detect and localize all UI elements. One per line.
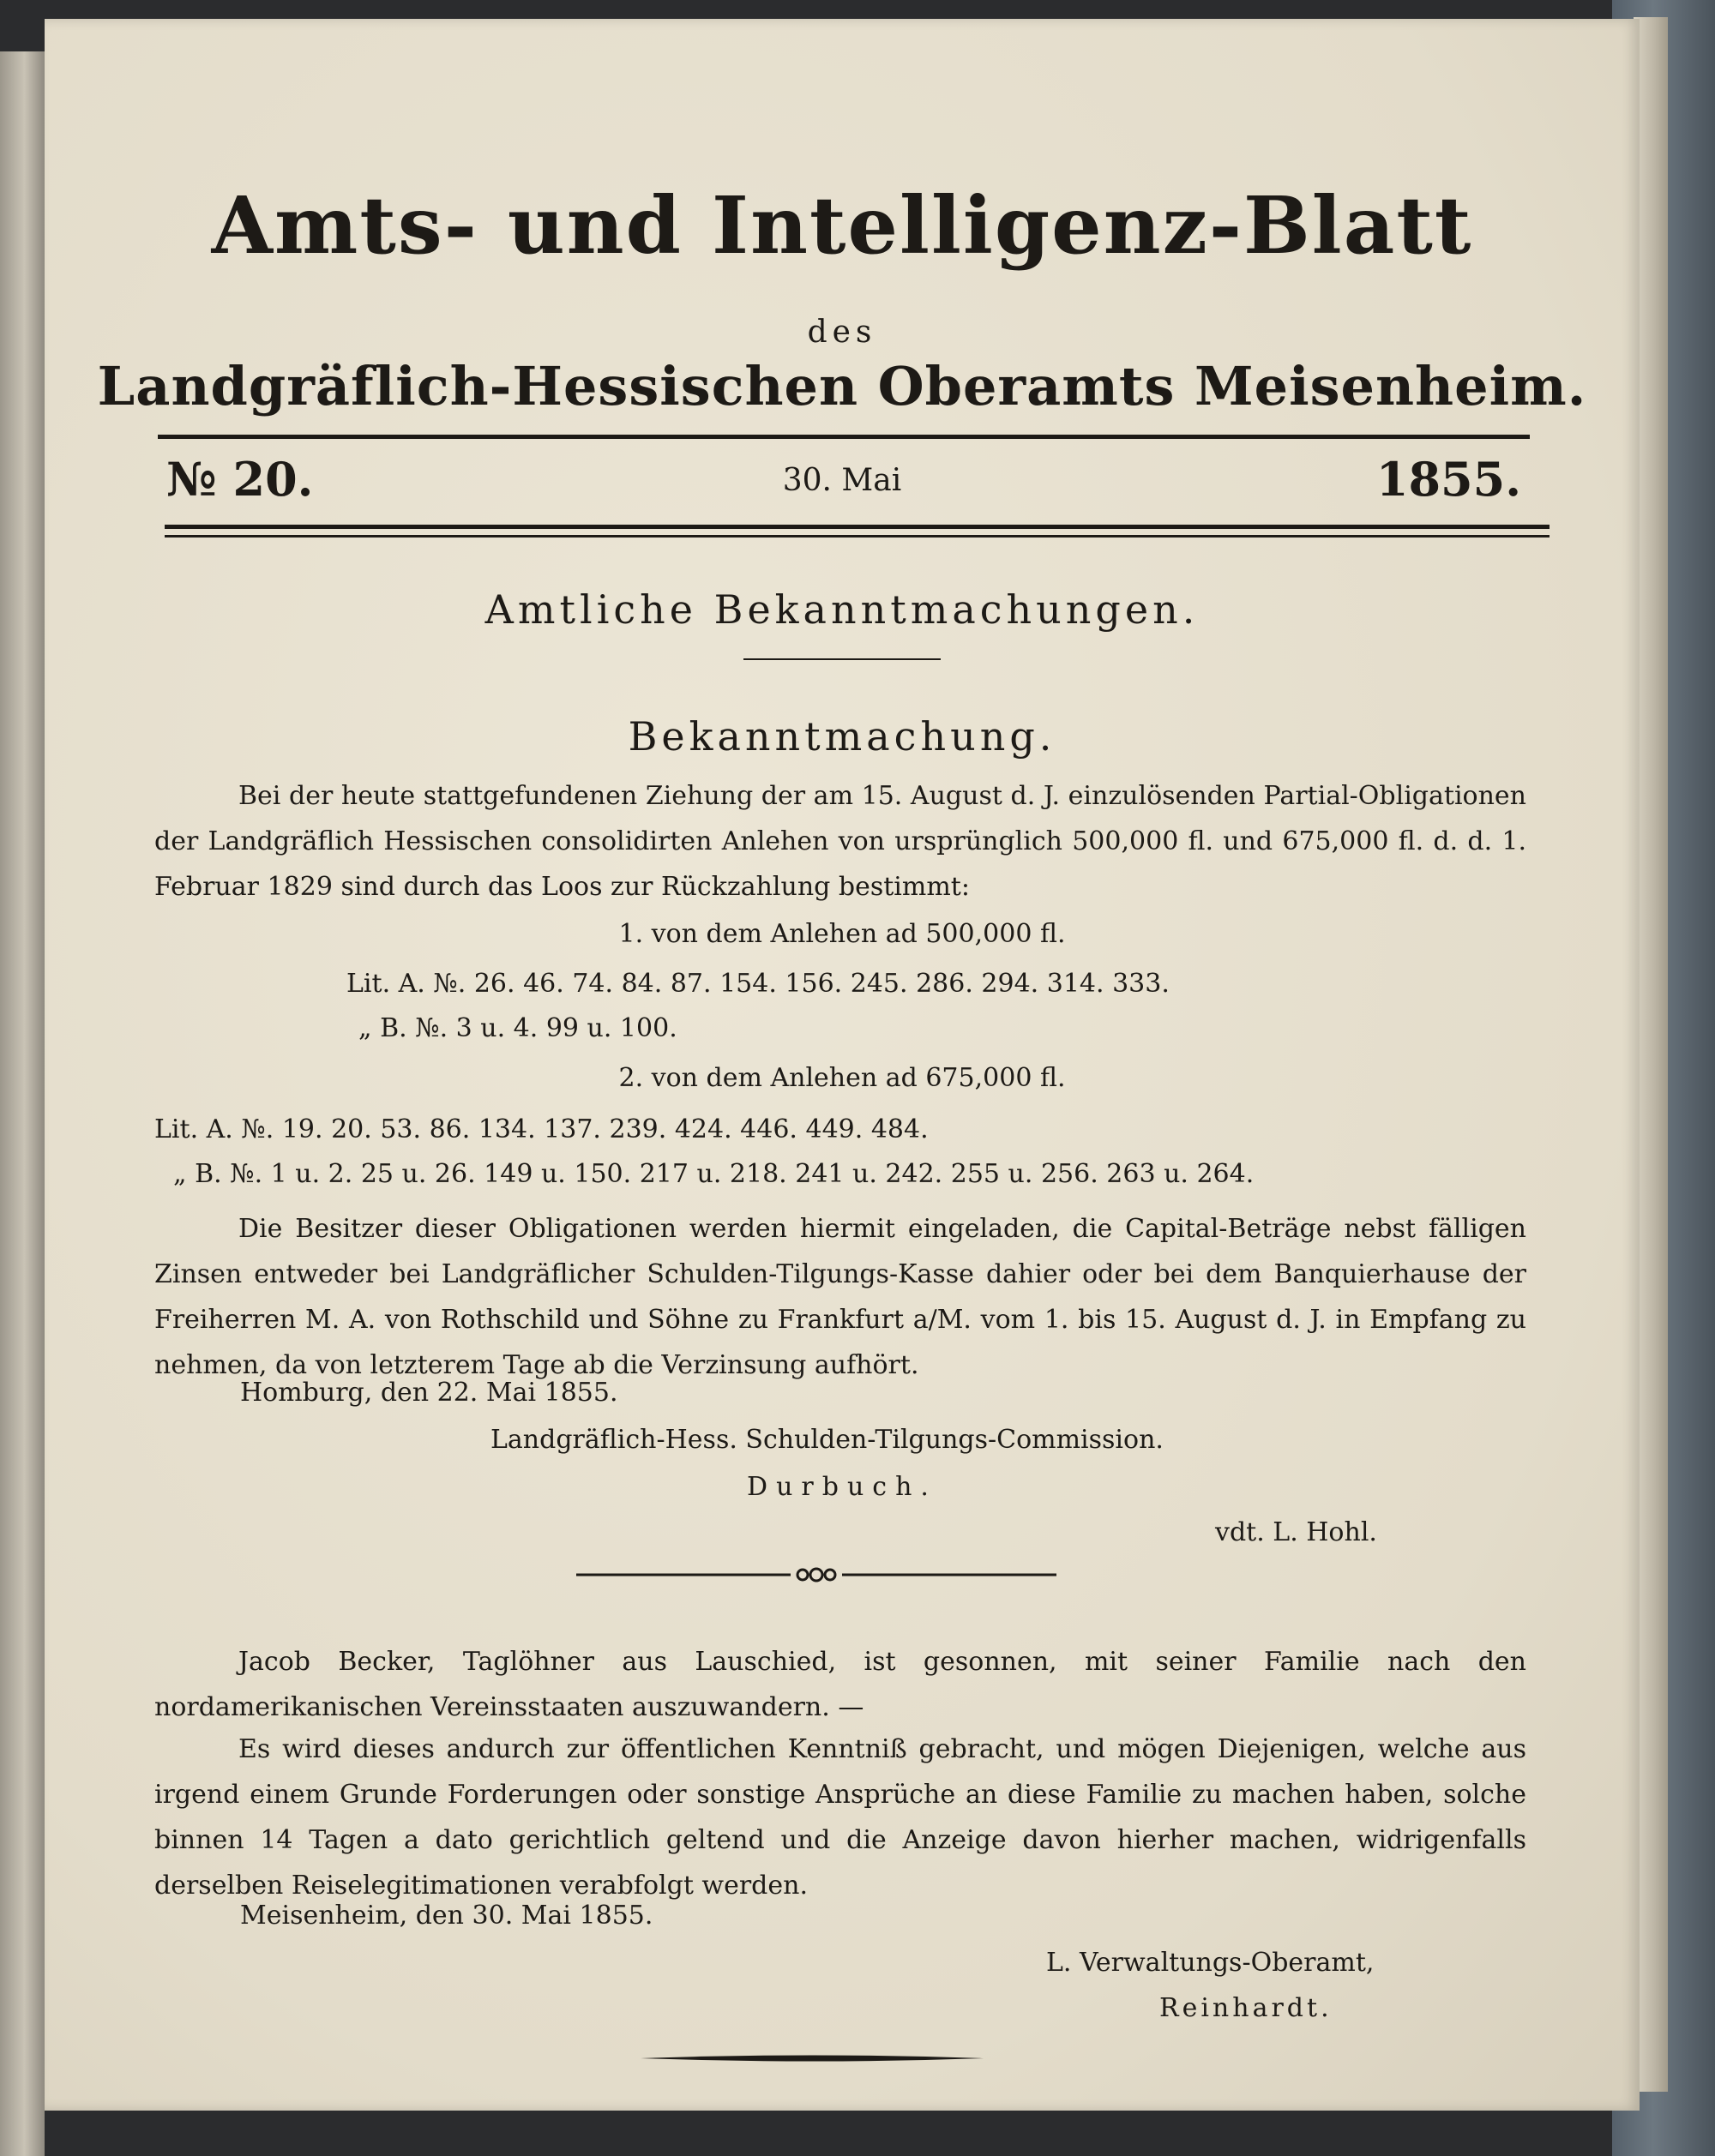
masthead-rule-double-1	[165, 525, 1550, 529]
left-page-edge	[0, 51, 45, 2156]
issue-date: 30. Mai	[782, 463, 902, 498]
loan1-lit-a: Lit. A. №. 26. 46. 74. 84. 87. 154. 156. 245. 286. 294. 314. 333.	[346, 969, 1170, 999]
loan1-lit-b: „ B. №. 3 u. 4. 99 u. 100.	[358, 1013, 677, 1043]
vdt-line: vdt. L. Hohl.	[1215, 1517, 1377, 1547]
masthead-title: Amts- und Intelligenz-Blatt	[211, 179, 1473, 272]
oberamt-signatory: Reinhardt.	[1159, 1993, 1333, 2023]
notice-place-date: Homburg, den 22. Mai 1855.	[240, 1378, 618, 1408]
masthead-rule-top	[158, 435, 1530, 439]
commission-signatory: Durbuch.	[747, 1472, 937, 1502]
commission-name: Landgräflich-Hess. Schulden-Tilgungs-Commission.	[490, 1425, 1164, 1455]
notice-heading: Bekanntmachung.	[628, 713, 1056, 760]
masthead-des: des	[807, 315, 877, 350]
section-heading: Amtliche Bekanntmachungen.	[484, 586, 1200, 633]
loan2-lit-a: Lit. A. №. 19. 20. 53. 86. 134. 137. 239. 424. 446. 449. 484.	[154, 1114, 929, 1144]
emigration-place-date: Meisenheim, den 30. Mai 1855.	[240, 1901, 653, 1931]
masthead-rule-double-2	[165, 535, 1550, 537]
closing-rule	[641, 2052, 984, 2064]
section-divider	[743, 658, 941, 660]
masthead-subtitle: Landgräflich-Hessischen Oberamts Meisenheim.	[97, 355, 1587, 417]
notice-body: Die Besitzer dieser Obligationen werden hiermit eingeladen, die Capital-Beträge nebst fälligen Zinsen entweder bei Landgräflicher Schulden-Tilgungs-Kasse dahier oder bei dem Banquierhause der Freiherren M. A. von Rothschild und Söhne zu Frankfurt a/M. vom 1. bis 15. August d. J. in Empfang zu nehmen, da von letzterem Tage ab die Verzinsung aufhört.	[154, 1214, 1526, 1380]
loan2-lit-b: „ B. №. 1 u. 2. 25 u. 26. 149 u. 150. 217 u. 218. 241 u. 242. 255 u. 256. 263 u. 264.	[173, 1159, 1255, 1189]
emigration-para2: Es wird dieses andurch zur öffentlichen Kenntniß gebracht, und mögen Diejenigen, welche aus irgend einem Grunde Forderungen oder sonstige Ansprüche an diese Familie zu machen haben, solche binnen 14 Tagen a dato gerichtlich geltend und die Anzeige davon hierher machen, widrigenfalls derselben Reiselegitimationen verabfolgt werden.	[154, 1734, 1526, 1901]
newspaper-page	[45, 19, 1640, 2111]
emigration-para1: Jacob Becker, Taglöhner aus Lauschied, ist gesonnen, mit seiner Familie nach den nordamerikanischen Vereinsstaaten auszuwandern. —	[154, 1647, 1526, 1722]
notice-intro: Bei der heute stattgefundenen Ziehung der am 15. August d. J. einzulösenden Partial-Obligationen der Landgräflich Hessischen consolidirten Anlehen von ursprünglich 500,000 fl. und 675,000 fl. d. d. 1. Februar 1829 sind durch das Loos zur Rückzahlung bestimmt:	[154, 781, 1526, 902]
issue-year: 1855.	[1375, 452, 1521, 507]
oberamt-office: L. Verwaltungs-Oberamt,	[1046, 1948, 1375, 1978]
issue-number: № 20.	[166, 452, 314, 507]
loan1-heading: 1. von dem Anlehen ad 500,000 fl.	[618, 919, 1066, 949]
ornamental-divider	[576, 1562, 1056, 1588]
loan2-heading: 2. von dem Anlehen ad 675,000 fl.	[618, 1063, 1066, 1093]
